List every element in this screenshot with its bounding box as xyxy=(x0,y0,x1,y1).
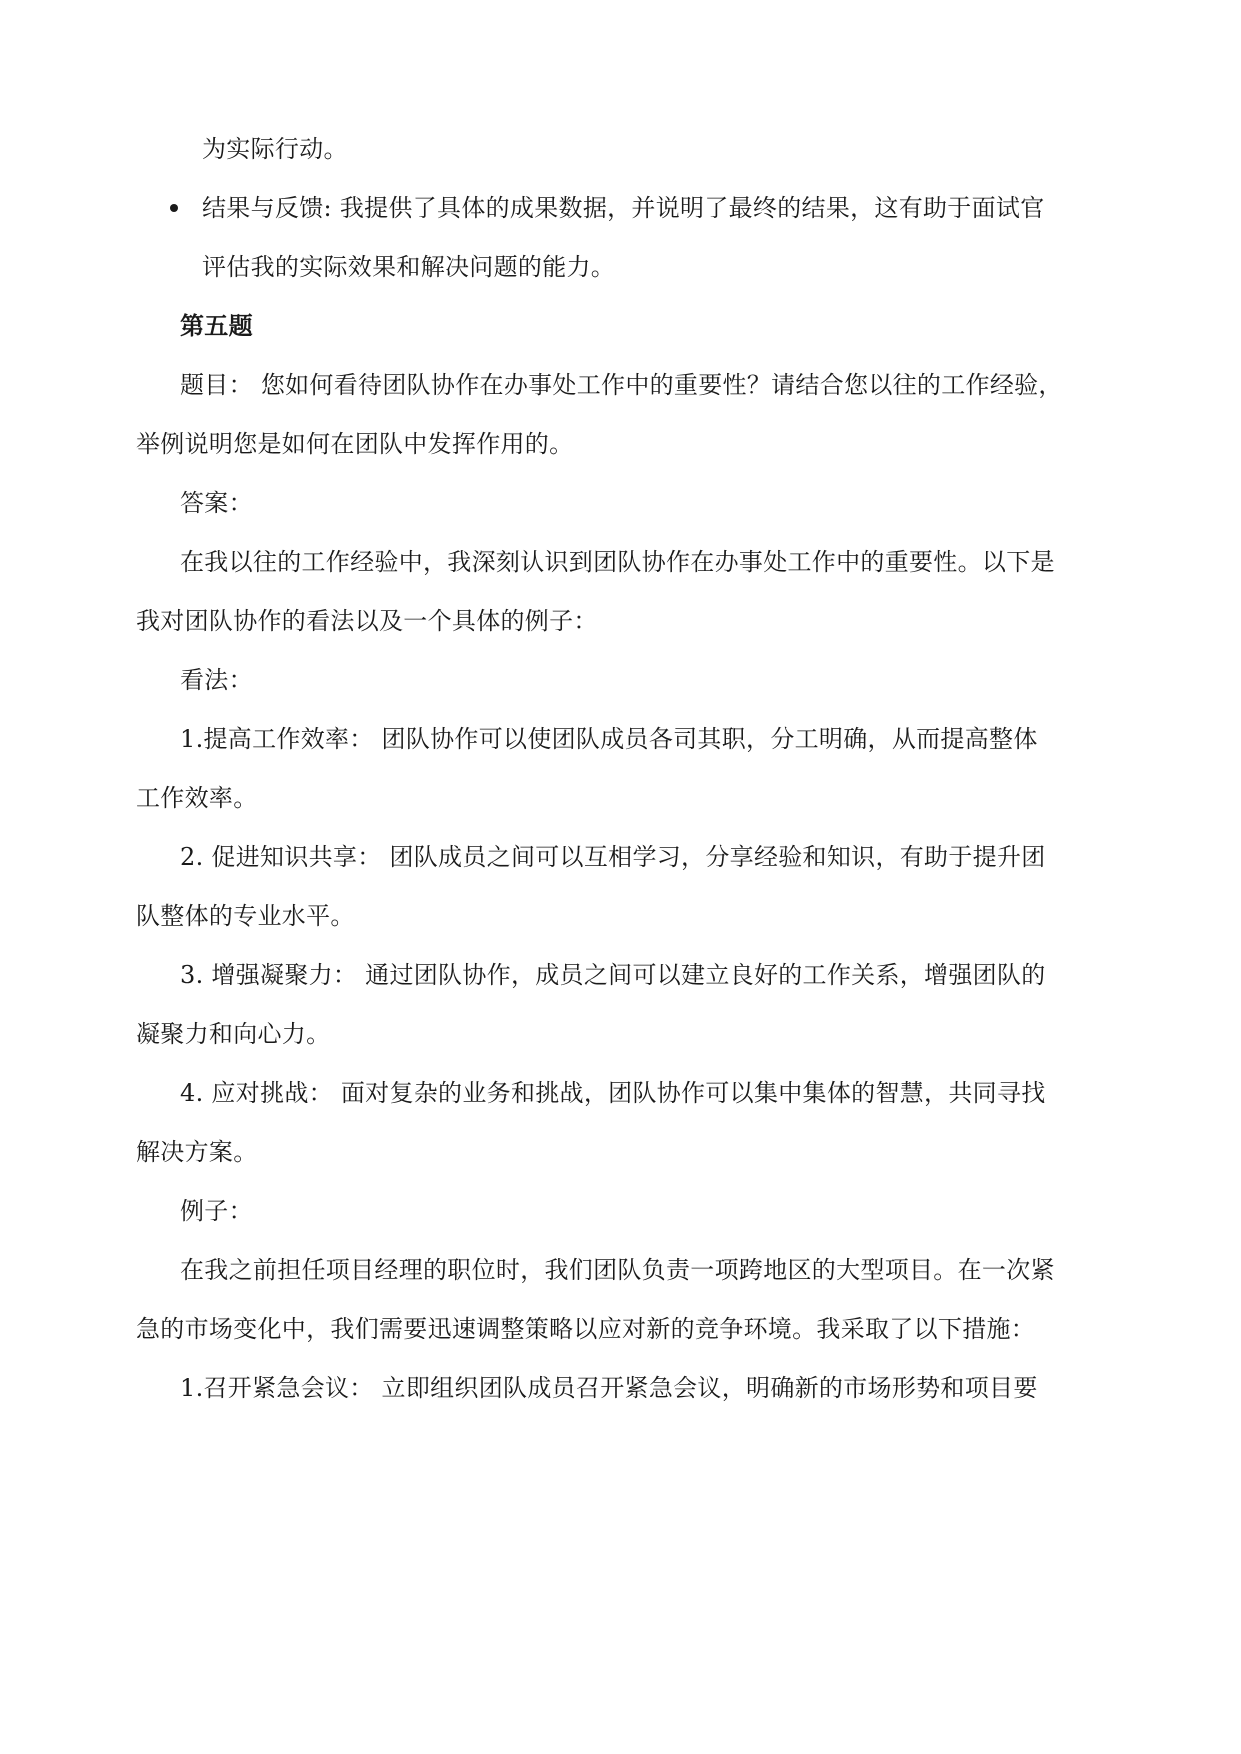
text-line: 评估我的实际效果和解决问题的能力。 xyxy=(202,253,616,281)
numbered-item-line: 3. 增强凝聚力： 通过团队协作，成员之间可以建立良好的工作关系，增强团队的 xyxy=(180,961,1046,989)
text-line: 在我之前担任项目经理的职位时，我们团队负责一项跨地区的大型项目。在一次紧 xyxy=(180,1256,1055,1284)
text-line: 在我以往的工作经验中，我深刻认识到团队协作在办事处工作中的重要性。以下是 xyxy=(180,548,1055,576)
subheading-line: 例子： xyxy=(180,1197,253,1225)
question-line: 举例说明您是如何在团队中发挥作用的。 xyxy=(136,430,574,458)
text-line: 解决方案。 xyxy=(136,1138,258,1166)
text-line: 凝聚力和向心力。 xyxy=(136,1020,331,1048)
numbered-item-line: 1.提高工作效率： 团队协作可以使团队成员各司其职，分工明确，从而提高整体 xyxy=(180,725,1038,753)
bullet-text-line: 结果与反馈: 我提供了具体的成果数据，并说明了最终的结果，这有助于面试官 xyxy=(202,194,1045,222)
question-line: 题目： 您如何看待团队协作在办事处工作中的重要性？请结合您以往的工作经验， xyxy=(180,371,1063,399)
text-line: 我对团队协作的看法以及一个具体的例子： xyxy=(136,607,598,635)
text-line: 急的市场变化中，我们需要迅速调整策略以应对新的竞争环境。我采取了以下措施： xyxy=(136,1315,1036,1343)
section-heading: 第五题 xyxy=(180,311,253,340)
text-line: 为实际行动。 xyxy=(202,135,348,163)
text-line: 队整体的专业水平。 xyxy=(136,902,355,930)
numbered-item-line: 2. 促进知识共享： 团队成员之间可以互相学习，分享经验和知识，有助于提升团 xyxy=(180,843,1046,871)
numbered-item-line: 4. 应对挑战： 面对复杂的业务和挑战，团队协作可以集中集体的智慧，共同寻找 xyxy=(180,1079,1046,1107)
subheading-line: 看法： xyxy=(180,666,253,694)
text-line: 工作效率。 xyxy=(136,784,258,812)
numbered-item-line: 1.召开紧急会议： 立即组织团队成员召开紧急会议，明确新的市场形势和项目要 xyxy=(180,1374,1038,1402)
answer-label: 答案： xyxy=(180,489,253,517)
bullet-dot-icon xyxy=(170,204,178,212)
